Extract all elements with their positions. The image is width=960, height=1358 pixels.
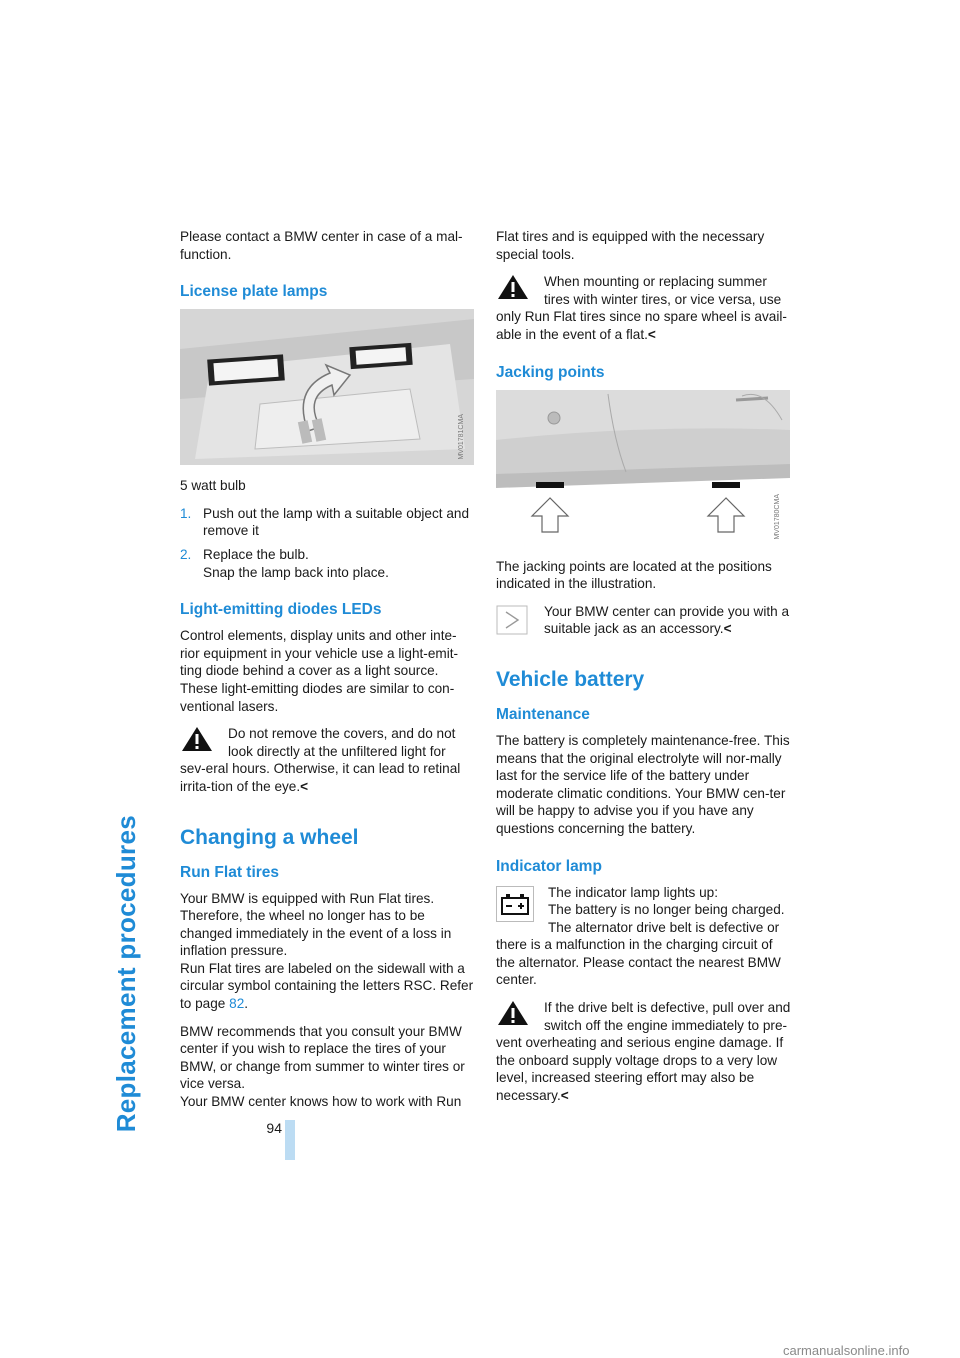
leds-paragraph: Control elements, display units and other inte-rior equipment in your vehicle use a light-emit-ting diode behind a cover as a light source. These light-emitting diodes are similar to con-ventional lasers. (180, 628, 459, 714)
maintenance-heading: Maintenance (496, 705, 590, 723)
warning-triangle-icon (180, 725, 214, 753)
figure-code: MV01781CMA (458, 413, 466, 460)
warning-triangle-icon (496, 999, 530, 1027)
footer-watermark: carmanualsonline.info (783, 1343, 910, 1358)
jacking-para: The jacking points are located at the positions indicated in the illustration. (496, 558, 772, 592)
changing-wheel-heading: Changing a wheel (180, 825, 359, 849)
vehicle-battery-heading: Vehicle battery (496, 667, 645, 691)
jacking-points-heading: Jacking points (496, 363, 605, 381)
left-column (180, 228, 475, 1121)
continued-text: Flat tires and is equipped with the necessary special tools. (496, 229, 765, 262)
battery-indicator-icon (496, 886, 534, 922)
run-flat-para: Your BMW is equipped with Run Flat tires. Therefore, the wheel no longer has to be changed immediately in the event of a loss in inflation pressure. Run Flat tires are labeled on the sidewall with a circular symbol containing the letters RSC. Refer to page 82. (180, 890, 474, 1012)
intro-text: Please contact a BMW center in case of a mal-function. (180, 229, 463, 262)
jack-note: Your BMW center can provide you with a suitable jack as an accessory.< (496, 603, 791, 638)
section-title-vertical (96, 232, 156, 1132)
page-ref-link[interactable]: 82 (229, 996, 245, 1012)
section-title: Replacement procedures (110, 814, 141, 1132)
belt-warning: If the drive belt is defective, pull over and switch off the engine immediately to pre-vent overheating and serious engine damage. If the onboard supply voltage drops to a very low level, increased steering effort may also be necessary.< (496, 1000, 791, 1104)
maintenance-para: The battery is completely maintenance-free. This means that the original electrolyte will nor-mally last for the service life of the battery under moderate climatic conditions. Your BMW cen-ter will be happy to advise you if you have any questions concerning the battery. (496, 732, 790, 836)
note-arrow-icon (496, 603, 530, 635)
page-number: 94 (266, 1120, 282, 1136)
consult-para: BMW recommends that you consult your BMW center if you wish to replace the tires of your BMW, or change from summer to winter tires or vice versa. Your BMW center knows how to work with Run (180, 1023, 465, 1110)
figure-code: MV01780CMA (774, 494, 782, 540)
right-column (496, 228, 791, 1115)
page-number-bar (285, 1120, 295, 1160)
warning-triangle-icon (496, 273, 530, 301)
bulb-spec: 5 watt bulb (180, 478, 246, 494)
license-plate-illustration (180, 309, 474, 465)
run-flat-heading: Run Flat tires (180, 863, 280, 881)
jacking-points-figure (496, 390, 790, 546)
license-plate-figure (180, 309, 474, 465)
tire-warning: When mounting or replacing summer tires with winter tires, or vice versa, use only Run Flat tires since no spare wheel is avail-able in the event of a flat.< (496, 274, 787, 342)
license-plate-heading: License plate lamps (180, 283, 328, 301)
jacking-points-illustration (496, 390, 790, 546)
license-steps (180, 505, 475, 581)
leds-heading: Light-emitting diodes LEDs (180, 601, 382, 619)
indicator-text: The indicator lamp lights up: The battery is no longer being charged. The alternator drive belt is defective or there is a malfunction in the charging circuit of the alternator. Please contact the nearest BMW center. (496, 884, 785, 988)
indicator-lamp-heading: Indicator lamp (496, 857, 602, 875)
list-item: 1. Push out the lamp with a suitable object and remove it (180, 505, 470, 539)
led-warning: Do not remove the covers, and do not look directly at the unfiltered light for sev-eral hours. Otherwise, it can lead to retinal irrita-tion of the eye.< (180, 726, 461, 794)
list-item: 2. Replace the bulb. Snap the lamp back into place. (180, 546, 389, 580)
